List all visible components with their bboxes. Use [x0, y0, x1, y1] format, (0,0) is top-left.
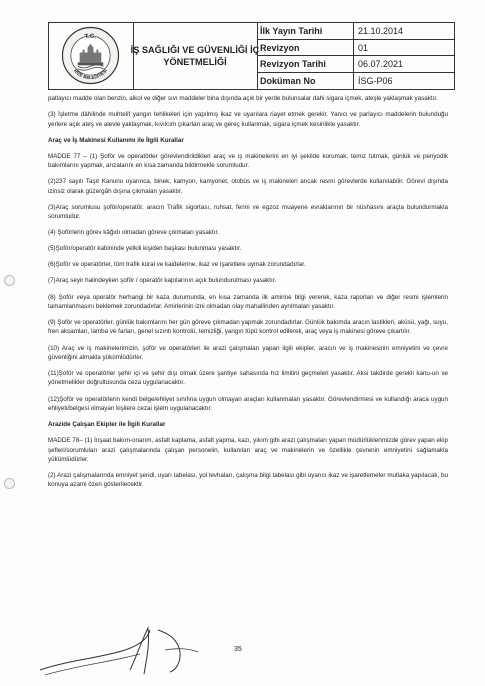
municipality-logo	[61, 26, 120, 85]
paragraph: (3)Araç sorumlusu şoför/operatör, aracın Trafik sigortası, ruhsat, fenni ve egzoz muayene evraklarının bir nüshasını araçta bulundurmakla sorumludur.	[48, 203, 448, 221]
punch-hole	[4, 275, 15, 286]
meta-value: 06.07.2021	[358, 59, 404, 69]
paragraph: (7)Araç seyir halindeyken şoför / operatör kapılarının açık bulundurulması yasaktır.	[48, 277, 277, 285]
title-line-1: İŞ SAĞLIĞI VE GÜVENLİĞİ İÇ	[130, 45, 260, 55]
svg-text:T.C.	[84, 33, 97, 41]
paragraph: (11)Şoför ve operatörler şehir içi ve şehir dışı olmak üzere şantiye sahasında hız limitini geçmeleri yasaktır. Aksi takdirde gerekli kanu-un ve yönetmelikler doğrultusunda ceza uygulanacaktır.	[48, 370, 448, 387]
section-heading: Arazide Çalışan Ekipler ile İlgili Kurallar	[48, 421, 166, 429]
document-header	[48, 22, 455, 90]
paragraph: (9) Şoför ve operatörler, günlük bakımlarını her gün göreve çıkmadan yapmak zorundadırlar. Günlük bakımda aracın lastikleri, aküsü, yağı, suyu, fren aksamları, lamba ve farları, genel sızıntı kontrolü, temizliği, yangın tüpü kontrol edilerek, araç veya iş makinesi göreve çıkartılır.	[48, 319, 448, 336]
meta-value: 21.10.2014	[358, 26, 404, 36]
meta-value: İSG-P06	[358, 75, 393, 86]
meta-row-revision	[257, 40, 454, 57]
paragraph: MADDE 78– (1) İnşaat bakım-onarım, asfalt kaplama, asfalt yapma, kazı, yıkım gibi arazi çalışmaları yapan müdürlüklerimizde görev yapan ekip şefleri/sorumluları arazi çalışmalarında çalışan personelin, kullanılan araç ve makinelerin ve özellikle çevrenin emniyetini sağlamakla yükümlüdürler.	[48, 437, 448, 463]
paragraph: MADDE 77 – (1) Şoför ve operatörler görevlendirildikleri araç ve iş makinelerini en iyi şekilde korumak, temiz tutmak, günlük ve periyodik bakımlarını yapmak, arızalarını en kısa zamanda bildirmekle sorumludur.	[48, 152, 448, 170]
meta-label: Doküman No	[257, 73, 354, 90]
meta-label: Revizyon Tarihi	[257, 56, 354, 72]
meta-label: Revizyon	[257, 40, 354, 56]
paragraph: (3) İşletme dâhilinde muhtelif yangın tehlikeleri için yapılmış ikaz ve uyarılara riayet etmek gerekir. Yanıcı ve parlayıcı maddelerin bulunduğu yerlere açık ateş ve alevle yaklaşmak, kıvılcım çıkartan araç ve gereç kullanmak, sigara içmek kesinlikle yasaktır.	[48, 111, 448, 128]
paragraph: (8) Şoför veya operatör herhangi bir kaza durumunda, en kısa zamanda ilk amirine bilgi vererek, kaza raporları ve diğer resmi işlemlerin tamamlanmasını beklemek zorundadırlar. Amirlerinin izni olmadan olay mahallinden ayrılmaları yasaktır.	[48, 293, 448, 310]
meta-label: İlk Yayın Tarihi	[257, 23, 354, 39]
title-line-2: YÖNETMELİĞİ	[163, 57, 227, 67]
meta-value: 01	[358, 42, 369, 53]
document-title	[130, 23, 260, 89]
paragraph: (2) Arazi çalışmalarında emniyet şeridi, uyarı tabelası, yol levhaları, çalışma bilgi tabelası gibi uyarıcı ikaz ve işaretlemeler mutlaka yapılacak, bu konuya azami özen gösterilecektir.	[48, 472, 448, 489]
logo-cell	[49, 23, 134, 89]
meta-row-first-publish-date	[257, 23, 454, 40]
paragraph: (12)Şoför ve operatörlerin kendi belge/ehliyet sınıfına uygun olmayan araçları kullanmaları yasaktır. Görevlendirmesi ve kullandığı araca uygun ehliyeti/belgesi olmayan kişilere cezai işlem uygulanacaktır.	[48, 395, 448, 412]
logo-top-text: T.C.	[84, 32, 98, 41]
paragraph: (2)237 sayılı Taşıt Kanunu uyarınca, binek, kamyon, kamyonet, otobüs ve iş makineleri ancak resmi görevlerde kullanılabilir. Görevi dışında izinsiz olarak güzergâh dışına çıkmaları yasaktır.	[48, 178, 448, 195]
page-number: 35	[234, 646, 242, 653]
section-heading: Araç ve İş Makinesi Kullanımı ile İlgili Kurallar	[48, 136, 184, 144]
paragraph: (10) Araç ve iş makinelerimizin, şoför ve operatörleri ile arazi çalışmaları yapan ilgili ekipler, aracın ve iş makinesinin emniyetini ve çevre güvenliğini almakla yükümlüdürler.	[48, 344, 448, 361]
logo-bottom-text: RİZE BELEDİYESİ	[73, 68, 108, 81]
punch-hole	[4, 478, 15, 489]
paragraph: patlayıcı madde olan benzin, alkol ve diğer sıvı maddeler bina dışında açık bir yerde bulunsalar dahi sigara içmek, ateşle yaklaşmak yasaktır.	[48, 95, 438, 102]
handwritten-signature	[30, 600, 230, 680]
meta-row-revision-date	[257, 56, 454, 73]
paragraph: (5)Şoför/operatör kabininde yetkili kişiden başkası bulunması yasaktır.	[48, 245, 242, 253]
document-body	[48, 94, 448, 497]
paragraph: (6)Şoför ve operatörler, tüm trafik kural ve kaidelerine, ikaz ve işaretlere uymak zorundadırlar.	[48, 261, 306, 269]
meta-row-document-no	[257, 73, 454, 90]
paragraph: (4) Şoförlerin görev kâğıdı olmadan göreve çıkmaları yasaktır.	[48, 229, 219, 237]
document-meta-table	[257, 23, 454, 89]
